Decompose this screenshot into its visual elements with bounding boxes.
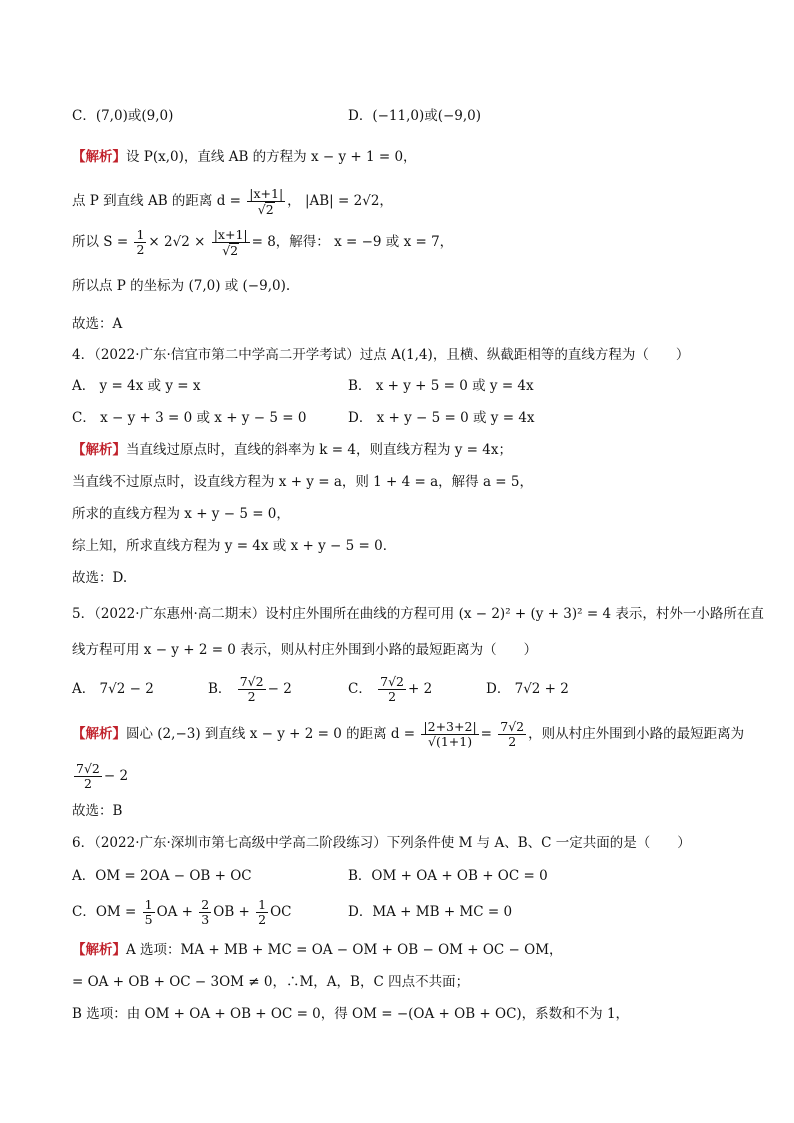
q3-option-d: D．(−11,0)或(−9,0) [348, 108, 482, 124]
q4-option-d: D． x + y − 5 = 0 或 y = 4x [348, 410, 535, 426]
q4-option-a: A． y = 4x 或 y = x [72, 378, 201, 394]
q4-answer: 故选：D. [72, 570, 128, 586]
q5-option-b: B． $\frac{7√2}{2}$ − 2 [208, 674, 292, 704]
q5-option-c: C． $\frac{7√2}{2}$ + 2 [348, 674, 433, 704]
solution-label: 【解析】 [72, 942, 126, 958]
q5-answer: 故选：B [72, 803, 123, 819]
distance-fraction-2: $\frac{|x+1|}{√2}$ [213, 226, 248, 258]
q5-option-d: D． 7√2 + 2 [486, 681, 569, 697]
q5-option-a: A． 7√2 − 2 [72, 681, 154, 697]
solution-label: 【解析】 [72, 726, 126, 742]
q3-solution-line-3: 所以 S = $\frac{1}{2}$ × 2√2 × $\frac{|x+1|}{√2}$ = 8，解得： x = −9 或 x = 7， [72, 226, 454, 258]
q3-answer: 故选：A [72, 316, 123, 332]
solution-label: 【解析】 [72, 442, 126, 458]
q3-solution-line-1: 【解析】设 P(x,0)，直线 AB 的方程为 x − y + 1 = 0， [72, 149, 417, 165]
q6-solution-line-3: B 选项：由 OM + OA + OB + OC = 0，得 OM = −(OA + OB + OC)，系数和不为 1， [72, 1006, 630, 1022]
q5-stem-line-1: 5．（2022·广东惠州·高二期末）设村庄外围所在曲线的方程可用 (x − 2)² + (y + 3)² = 4 表示，村外一小路所在直 [72, 606, 764, 622]
q4-solution-line-2: 当直线不过原点时，设直线方程为 x + y = a，则 1 + 4 = a，解得 a = 5， [72, 474, 533, 490]
q3-solution-line-4: 所以点 P 的坐标为 (7,0) 或 (−9,0). [72, 278, 291, 294]
q5-solution-line-2: $\frac{7√2}{2}$ − 2 [76, 761, 129, 791]
q6-solution-line-1: 【解析】A 选项：MA + MB + MC = OA − OM + OB − OM + OC − OM， [72, 942, 563, 958]
q6-option-a: A．OM = 2OA − OB + OC [72, 868, 252, 884]
q4-option-c: C． x − y + 3 = 0 或 x + y − 5 = 0 [72, 410, 307, 426]
q5-options [72, 673, 154, 705]
q3-option-c: C．(7,0)或(9,0) [72, 108, 174, 124]
q6-option-b: B．OM + OA + OB + OC = 0 [348, 868, 548, 884]
q5-stem-line-2: 线方程可用 x − y + 2 = 0 表示，则从村庄外围到小路的最短距离为（ ） [72, 642, 538, 658]
q6-stem: 6．（2022·广东·深圳市第七高级中学高二阶段练习）下列条件使 M 与 A、B、C 一定共面的是（ ） [72, 835, 691, 851]
q4-stem: 4．（2022·广东·信宜市第二中学高二开学考试）过点 A(1,4)，且横、纵截距相等的直线方程为（ ） [72, 347, 690, 363]
distance-fraction: $\frac{|x+1|}{√2}$ [249, 185, 284, 217]
q6-option-c: C．OM = $\frac{1}{5}$ OA + $\frac{2}{3}$ OB + $\frac{1}{2}$ OC [72, 897, 292, 927]
q3-solution-line-2: 点 P 到直线 AB 的距离 d = $\frac{|x+1|}{√2}$ ， |AB| = 2√2， [72, 185, 393, 217]
q5-solution-line-1: 【解析】圆心 (2,−3) 到直线 x − y + 2 = 0 的距离 d = $\frac{|2+3+2|}{√(1+1)}$ = $\frac{7√2}{2}$ ，则从村庄外围到小路的最短距离为 [72, 719, 745, 749]
q4-solution-line-3: 所求的直线方程为 x + y − 5 = 0， [72, 506, 290, 522]
q4-solution-line-1: 【解析】当直线过原点时，直线的斜率为 k = 4，则直线方程为 y = 4x； [72, 442, 512, 458]
half-fraction: $\frac{1}{2}$ [136, 227, 145, 257]
q6-option-d: D．MA + MB + MC = 0 [348, 904, 513, 920]
solution-label: 【解析】 [72, 149, 126, 165]
q6-solution-line-2: = OA + OB + OC − 3OM ≠ 0，∴M，A，B，C 四点不共面； [72, 974, 470, 990]
q4-solution-line-4: 综上知，所求直线方程为 y = 4x 或 x + y − 5 = 0． [72, 538, 397, 554]
q4-option-b: B． x + y + 5 = 0 或 y = 4x [348, 378, 534, 394]
